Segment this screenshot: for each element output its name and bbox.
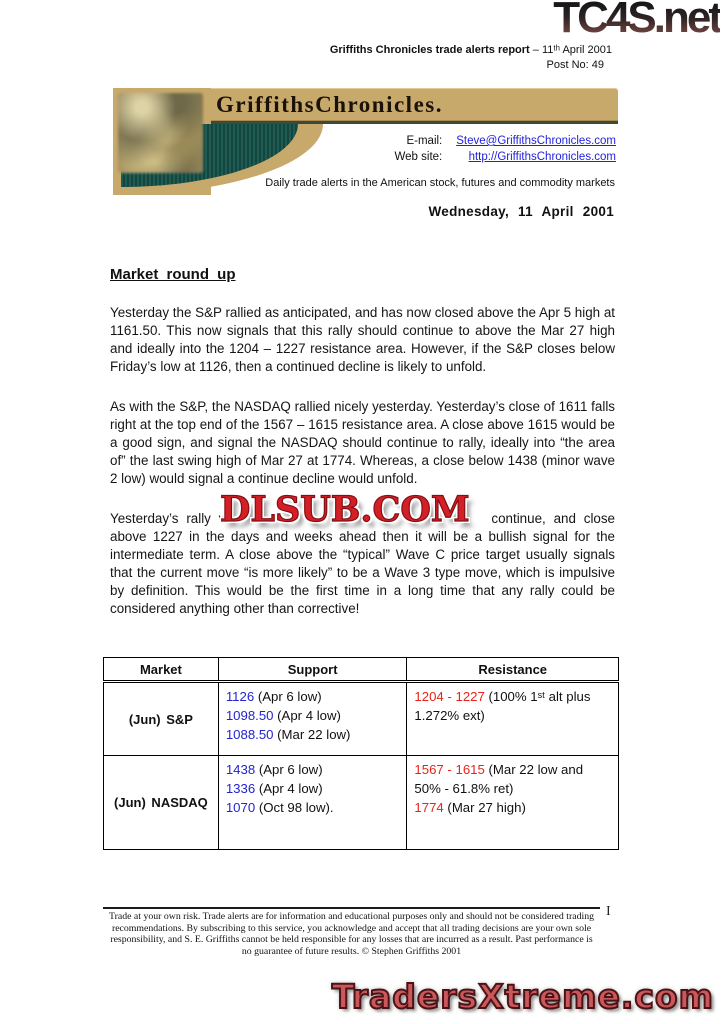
support-level-line: 1126 (Apr 6 low) [225, 689, 322, 704]
disclaimer-line: no guarantee of future results. © Stephen Griffiths 2001 [241, 945, 462, 957]
body-content [110, 266, 615, 640]
website-label: Web site: [394, 150, 443, 163]
disclaimer-line: responsibility, and S. E. Griffiths cannot be held responsible for any losses that are incurred as a result. Past performance is [110, 934, 593, 946]
paragraph-2: As with the S&P, the NASDAQ rallied nicely yesterday. Yesterday’s close of 1611 falls right at the top end of the 1567 – 1615 resistance area. A close above 1615 would be a good sign, and signal the NASDAQ should continue to rally, ideally into “the area of” the last swing high of Mar 27 at 1774. Whereas, a close below 1438 (minor wave 2 low) would signal a continue decline would unfold. [110, 399, 615, 486]
resistance-cell [407, 682, 619, 756]
tradersxtreme-logo: TradersXtreme.com [331, 977, 714, 1016]
contact-block [395, 134, 616, 164]
market-table-body [104, 682, 619, 850]
report-title: Griffiths Chronicles trade alerts report – 11ᵗʰ April 2001 [329, 44, 612, 56]
col-header-market: Market [104, 658, 219, 682]
resistance-level-line: 1774 (Mar 27 high) [414, 800, 526, 815]
tagline: Daily trade alerts in the American stock, futures and commodity markets [265, 177, 615, 189]
disclaimer-line: recommendations. By subscribing to this service, you acknowledge and accept that all trading decisions are your own sole [111, 922, 592, 934]
date-line: Wednesday, 11 April 2001 [428, 204, 614, 219]
support-cell [218, 682, 407, 756]
support-resistance-table [103, 657, 619, 850]
disclaimer [103, 911, 600, 957]
traders-photo [118, 93, 203, 173]
post-number: Post No: 49 [546, 59, 604, 71]
table-row [104, 682, 619, 756]
paragraph-1: Yesterday the S&P rallied as anticipated, and has now closed above the Apr 5 high at 1161.50. This now signals that this rally should continue to above the Mar 27 high and ideally into the 1204 – 1227 resistance area. However, if the S&P closes below Friday’s low at 1126, then a continued decline is likely to unfold. [110, 305, 615, 374]
disclaimer-line: Trade at your own risk. Trade alerts are for information and educational purposes only and should not be considered trading [108, 911, 595, 922]
banner-brand-title: GriffithsChronicles. [216, 92, 443, 117]
resistance-cell [407, 756, 619, 850]
support-level-line: 1088.50 (Mar 22 low) [225, 727, 351, 742]
col-header-resistance: Resistance [407, 658, 619, 682]
market-cell: (Jun) S&P [104, 682, 219, 756]
page-number: I [606, 904, 611, 919]
report-header [330, 43, 612, 72]
support-level-line: 1098.50 (Apr 4 low) [225, 708, 341, 723]
table-header-row [104, 658, 619, 682]
support-cell [218, 756, 407, 850]
support-level-line: 1070 (Oct 98 low). [225, 800, 334, 815]
email-label: E-mail: [406, 135, 443, 147]
paragraph-3: Yesterday’s rally w continue, and close above 1227 in the days and weeks ahead then it will be a bullish signal for the intermediate term. A close above the “typical” Wave C price target usually signals that the current move “is more likely” to be a Wave 3 type move, which is impulsive by definition. This would be the first time in a long time that any rally could be considered anything other than corrective! [110, 511, 616, 616]
tc4s-logo: TC4S.net [553, 0, 720, 43]
website-link[interactable]: http://GriffithsChronicles.com [468, 150, 616, 163]
support-level-line: 1336 (Apr 4 low) [225, 781, 323, 796]
resistance-level-line: 1567 - 1615 (Mar 22 low and 50% - 61.8% ret) [414, 762, 584, 796]
support-level-line: 1438 (Apr 6 low) [225, 762, 323, 777]
section-heading: Market round up [110, 266, 236, 283]
table-row [104, 756, 619, 850]
market-cell: (Jun) NASDAQ [104, 756, 219, 850]
dlsub-watermark: DLSUB.COM [220, 489, 470, 530]
footer-rule [103, 907, 600, 909]
col-header-support: Support [218, 658, 407, 682]
resistance-level-line: 1204 - 1227 (100% 1ˢᵗ alt plus 1.272% ext) [414, 689, 591, 723]
email-link[interactable]: Steve@GriffithsChronicles.com [456, 135, 616, 147]
